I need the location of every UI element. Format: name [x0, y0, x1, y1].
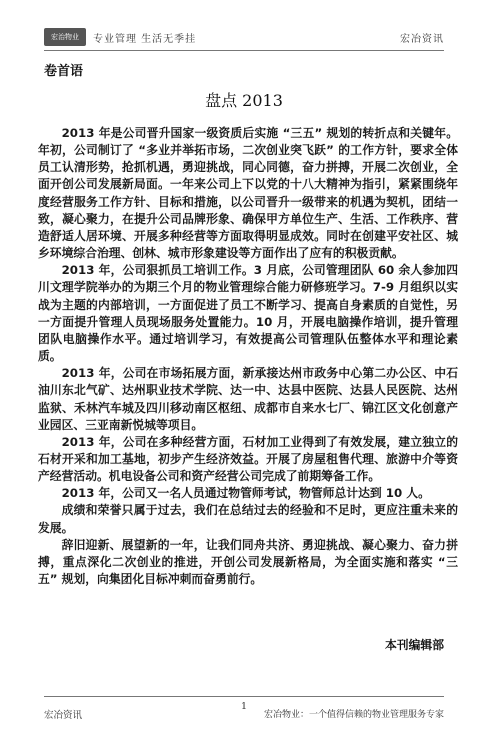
- header-divider: [44, 50, 444, 51]
- paragraph: 2013 年是公司晋升国家一级资质后实施 “三五” 规划的转折点和关键年。年初，公司制订了 “多业并举拓市场，二次创业突飞跃” 的工作方针，要求全体员工认清形势，抢抓机遇，勇迎挑战，同心同德，奋力拼搏，开展二次创业，全面开创公司发展新局面。一年来公司上下以党的十八大精神为指引，紧紧围绕年度经营服务工作方针、目标和措施，以公司晋升一级带来的机遇为契机，团结一致，凝心聚力，在提升公司品牌形象、确保甲方单位生产、生活、工作秩序、营造舒适人居环境、开展多种经营等方面取得明显成效。同时在创建平安社区、城乡环境综合治理、创林、城市形象建设等方面作出了应有的积极贡献。: [38, 126, 458, 261]
- header-slogan: 专业管理 生活无季挂: [93, 34, 197, 45]
- article-body: [38, 125, 458, 588]
- paragraph: 2013 年，公司在市场拓展方面，新承接达州市政务中心第二办公区、中石油川东北气矿、达州职业技术学院、达一中、达县中医院、达县人民医院、达州监狱、禾林汽车城及四川移动南区枢纽、成都市自来水七厂、锦江区文化创意产业园区、三亚南新悦城等项目。: [38, 366, 458, 432]
- paragraph: 成绩和荣誉只属于过去，我们在总结过去的经验和不足时，更应注重未来的发展。: [38, 503, 458, 535]
- signature: 本刊编辑部: [385, 638, 444, 652]
- paragraph: 2013 年，公司狠抓员工培训工作。3 月底，公司管理团队 60 余人参加四川文理学院举办的为期三个月的物业管理综合能力研修班学习。7-9 月组织以实战为主题的内部培训，一方面促进了员工不断学习、提高自身素质的自觉性，另一方面提升管理人员现场服务处置能力。10 月，开展电脑操作培训，提升管理团队电脑操作水平。通过培训学习，有效提高公司管理队伍整体水平和理论素质。: [38, 263, 458, 364]
- footer-brand: 宏冶资讯: [44, 710, 83, 721]
- footer-divider: [44, 696, 444, 697]
- paragraph: 2013 年，公司又一名人员通过物管师考试，物管师总计达到 10 人。: [61, 486, 430, 501]
- section-title: 卷首语: [44, 64, 84, 79]
- paragraph: 2013 年，公司在多种经营方面，石材加工业得到了有效发展，建立独立的石材开采和加工基地，初步产生经济效益。开展了房屋租售代理、旅游中介等资产经营活动。机电设备公司和资产经营公司完成了前期筹备工作。: [38, 434, 458, 484]
- footer-tagline: 宏冶物业：一个值得信赖的物业管理服务专家: [263, 710, 444, 720]
- header-brand: 宏冶资讯: [400, 34, 444, 45]
- paragraph: 辞旧迎新、展望新的一年，让我们同舟共济、勇迎挑战、凝心聚力、奋力拼搏，重点深化二次创业的推进，开创公司发展新格局，为全面实施和落实 “三五” 规划，向集团化目标冲刺而奋勇前行。: [38, 537, 458, 587]
- document-title: 盘点 2013: [205, 91, 283, 110]
- company-logo: 宏治物业: [44, 28, 86, 46]
- page-header: [0, 0, 488, 52]
- page-number: 1: [240, 701, 248, 712]
